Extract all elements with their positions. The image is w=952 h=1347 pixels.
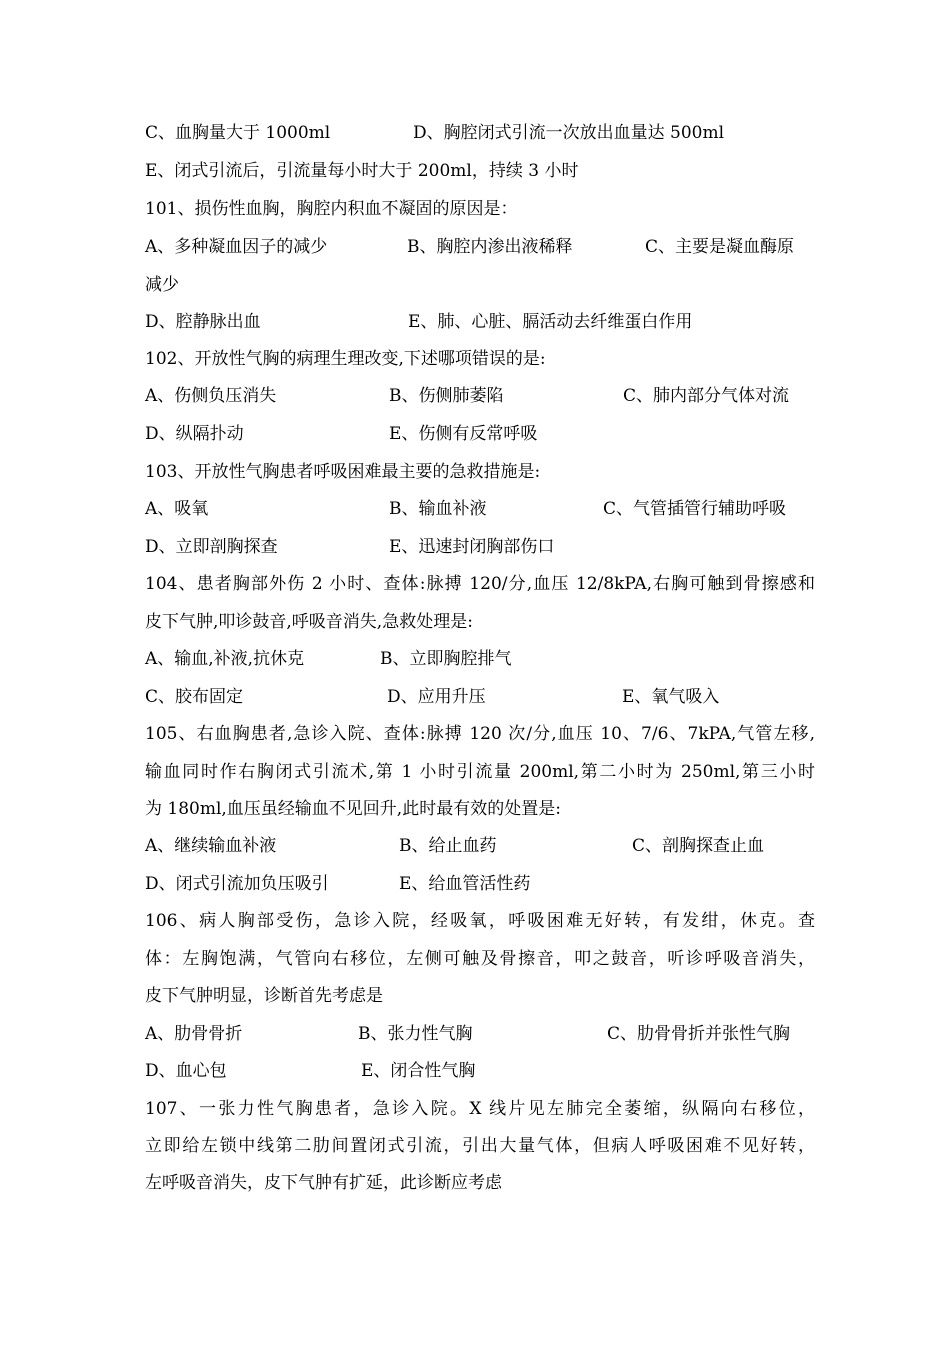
answer-options-row: [145, 120, 815, 146]
option-b: B、胸腔内渗出液稀释: [407, 237, 573, 257]
question-103: 103、开放性气胸患者呼吸困难最主要的急救措施是:: [145, 462, 541, 482]
answer-options-row: [145, 1021, 815, 1047]
answer-options-row: [145, 496, 815, 522]
answer-options-row: [145, 234, 815, 260]
option-e: E、闭合性气胸: [361, 1061, 476, 1081]
option-b: B、给止血药: [399, 836, 497, 856]
option-a: A、肋骨骨折: [145, 1024, 243, 1044]
option-b: B、立即胸腔排气: [380, 649, 512, 669]
option-e: E、伤侧有反常呼吸: [389, 424, 538, 444]
question-106-continued: 体：左胸饱满，气管向右移位，左侧可触及骨擦音，叩之鼓音，听诊呼吸音消失，: [145, 949, 815, 969]
option-c: C、剖胸探查止血: [632, 836, 765, 856]
option-e: E、给血管活性药: [399, 874, 531, 894]
option-c: C、肺内部分气体对流: [623, 386, 790, 406]
option-c: C、气管插管行辅助呼吸: [603, 499, 787, 519]
answer-options-row: [145, 1058, 815, 1084]
option-d: D、应用升压: [387, 687, 486, 707]
question-104-continued: 皮下气肿,叩诊鼓音,呼吸音消失,急救处理是:: [145, 612, 473, 632]
option-e: E、迅速封闭胸部伤口: [389, 537, 555, 557]
option-d: D、闭式引流加负压吸引: [145, 874, 329, 894]
question-105-continued: 输血同时作右胸闭式引流术,第 1 小时引流量 200ml,第二小时为 250ml,第三小时: [145, 762, 815, 782]
answer-options-row: [145, 383, 815, 409]
question-107-continued: 立即给左锁中线第二肋间置闭式引流，引出大量气体，但病人呼吸困难不见好转，: [145, 1136, 815, 1156]
question-106-continued: 皮下气肿明显，诊断首先考虑是: [145, 986, 383, 1006]
option-e: E、肺、心脏、膈活动去纤维蛋白作用: [408, 312, 693, 332]
option-a: A、吸氧: [145, 499, 209, 519]
question-107: 107、一张力性气胸患者，急诊入院。X 线片见左肺完全萎缩，纵隔向右移位，: [145, 1099, 815, 1119]
question-107-continued: 左呼吸音消失，皮下气肿有扩延，此诊断应考虑: [145, 1173, 502, 1193]
answer-options-row: [145, 309, 815, 335]
option-a: A、继续输血补液: [145, 836, 277, 856]
answer-options-row: [145, 646, 815, 672]
option-c: C、主要是凝血酶原: [645, 237, 795, 257]
option-c: C、胶布固定: [145, 687, 244, 707]
answer-options-row: [145, 684, 815, 710]
question-101: 101、损伤性血胸，胸腔内积血不凝固的原因是：: [145, 199, 518, 219]
option-d: D、纵隔扑动: [145, 424, 244, 444]
question-105-continued: 为 180ml,血压虽经输血不见回升,此时最有效的处置是:: [145, 799, 561, 819]
option-a: A、输血,补液,抗休克: [145, 649, 305, 669]
option-c: C、血胸量大于 1000ml: [145, 123, 331, 143]
answer-options-row: [145, 871, 815, 897]
option-d: D、腔静脉出血: [145, 312, 261, 332]
option-d: D、立即剖胸探查: [145, 537, 278, 557]
option-c: C、肋骨骨折并张性气胸: [607, 1024, 791, 1044]
question-106: 106、病人胸部受伤，急诊入院，经吸氧，呼吸困难无好转，有发绀，休克。查: [145, 911, 815, 931]
answer-options-row: [145, 421, 815, 447]
question-104: 104、患者胸部外伤 2 小时、查体:脉搏 120/分,血压 12/8kPA,右胸可触到骨擦感和: [145, 574, 815, 594]
option-b: B、张力性气胸: [358, 1024, 473, 1044]
option-a: A、多种凝血因子的减少: [145, 237, 328, 257]
question-105: 105、右血胸患者,急诊入院、查体:脉搏 120 次/分,血压 10、7/6、7kPA,气管左移,: [145, 724, 815, 744]
answer-options-row: [145, 534, 815, 560]
option-a: A、伤侧负压消失: [145, 386, 277, 406]
option-text-line: E、闭式引流后，引流量每小时大于 200ml，持续 3 小时: [145, 161, 579, 181]
continuation-line: 减少: [145, 275, 179, 295]
answer-options-row: [145, 833, 815, 859]
option-e: E、氧气吸入: [622, 687, 720, 707]
option-d: D、胸腔闭式引流一次放出血量达 500ml: [413, 123, 725, 143]
option-b: B、伤侧肺萎陷: [389, 386, 504, 406]
question-102: 102、开放性气胸的病理生理改变,下述哪项错误的是:: [145, 349, 546, 369]
option-d: D、血心包: [145, 1061, 227, 1081]
option-b: B、输血补液: [389, 499, 487, 519]
